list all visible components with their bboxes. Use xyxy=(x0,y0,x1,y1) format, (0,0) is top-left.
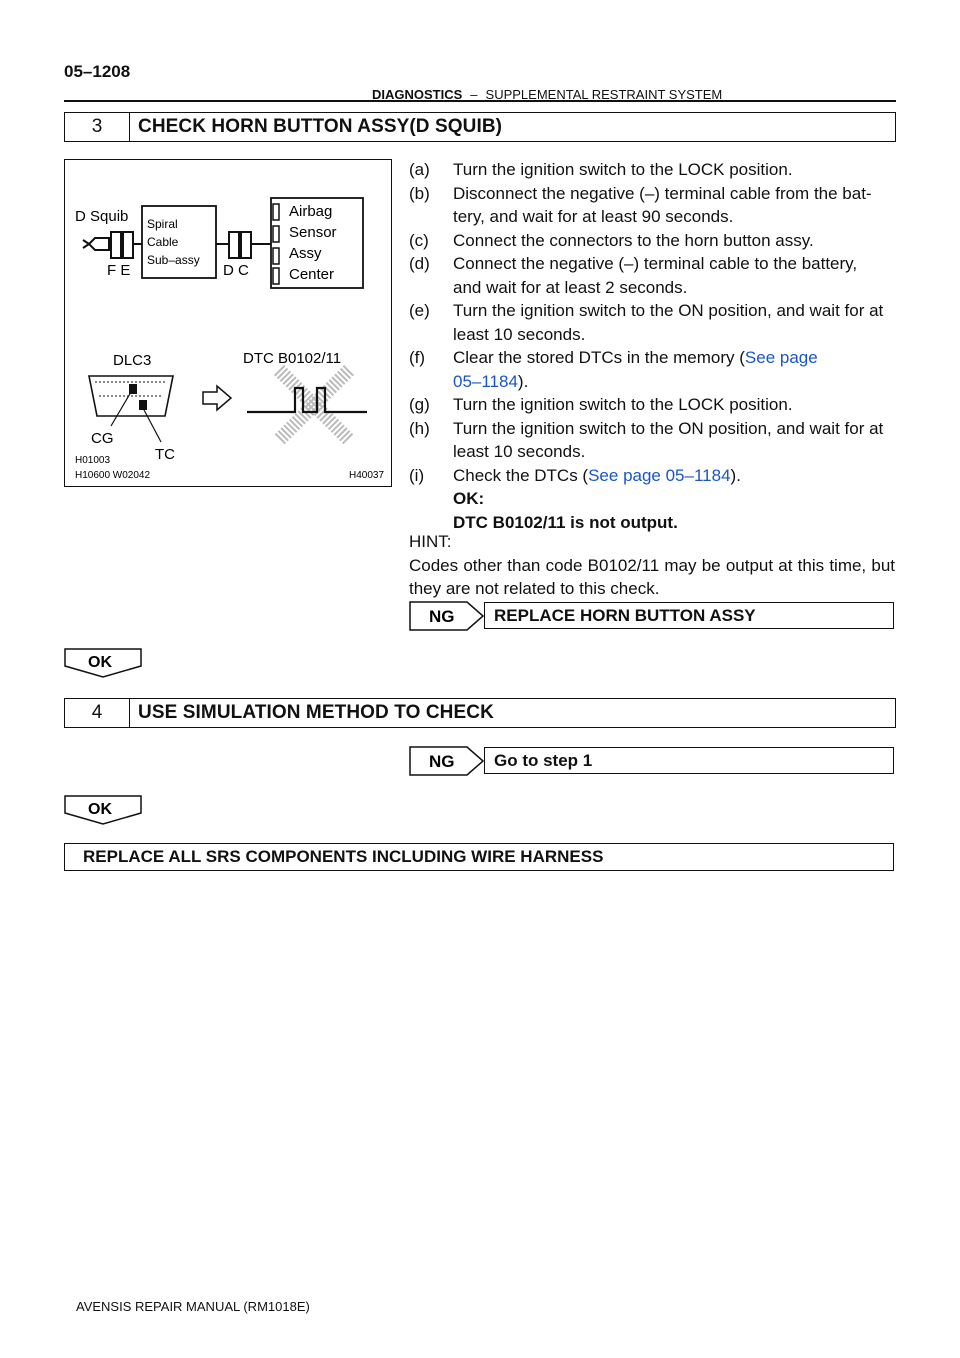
tc-label: TC xyxy=(155,446,175,463)
subsection-name: SUPPLEMENTAL RESTRAINT SYSTEM xyxy=(485,87,723,102)
ng-result-step-4: Go to step 1 xyxy=(484,747,894,774)
see-page-link[interactable]: See page xyxy=(744,348,818,367)
airbag-pin-3 xyxy=(273,248,279,264)
section-name: DIAGNOSTICS xyxy=(372,87,463,102)
hint-text: Codes other than code B0102/11 may be output at this time, but they are not related to this check. xyxy=(409,555,895,598)
hint-label: HINT: xyxy=(409,532,452,551)
d-squib-label: D Squib xyxy=(75,208,129,225)
dtc-label: DTC B0102/11 xyxy=(243,350,342,367)
list-item-continuation: tery, and wait for at least 90 seconds. xyxy=(453,207,734,226)
spiral-label-2: Cable xyxy=(147,235,179,249)
connector-fe-label: F E xyxy=(107,262,131,279)
ref-code-1: H01003 xyxy=(75,455,111,466)
list-item-continuation: least 10 seconds. xyxy=(453,324,586,344)
list-item: (h) Turn the ignition switch to the ON position, and wait for at xyxy=(409,418,884,438)
ng-result-step-3: REPLACE HORN BUTTON ASSY xyxy=(484,602,894,629)
ok-tag-label: OK xyxy=(88,654,112,671)
airbag-label-2: Sensor xyxy=(289,224,337,241)
ng-tag-label: NG xyxy=(429,752,455,771)
ref-code-2: H10600 W02042 xyxy=(75,470,151,481)
list-item: (a) Turn the ignition switch to the LOCK position. xyxy=(409,160,793,179)
airbag-pin-1 xyxy=(273,204,279,220)
ok-criteria-label: OK: xyxy=(453,489,485,508)
step-4-title: USE SIMULATION METHOD TO CHECK xyxy=(138,702,494,723)
airbag-pin-2 xyxy=(273,226,279,242)
footer-manual-title: AVENSIS REPAIR MANUAL (RM1018E) xyxy=(76,1299,310,1314)
step-3-header xyxy=(64,112,896,142)
hint-block xyxy=(409,530,895,601)
list-item: (b) Disconnect the negative (–) terminal cable from the bat- xyxy=(409,183,872,203)
step-4-header xyxy=(64,698,896,728)
header-rule xyxy=(64,100,896,102)
list-item-continuation: least 10 seconds. xyxy=(453,442,586,461)
ng-tag-label: NG xyxy=(429,607,455,626)
connector-d xyxy=(229,232,239,258)
ng-tag-step-4 xyxy=(409,746,485,776)
airbag-pin-4 xyxy=(273,268,279,284)
ok-tag-step-3 xyxy=(64,648,142,678)
final-action-box: REPLACE ALL SRS COMPONENTS INCLUDING WIRE HARNESS xyxy=(64,843,894,871)
diagram-figure xyxy=(64,159,392,487)
step-3-title: CHECK HORN BUTTON ASSY(D SQUIB) xyxy=(138,116,503,137)
spiral-label-1: Spiral xyxy=(147,217,178,231)
see-page-link-cont[interactable]: 05–1184 xyxy=(453,371,518,391)
ok-tag-label: OK xyxy=(88,801,112,818)
list-item: (e) Turn the ignition switch to the ON position, and wait for at xyxy=(409,301,884,320)
ref-code-3: H40037 xyxy=(349,470,385,481)
squib-wire-2 xyxy=(83,244,89,248)
airbag-label-1: Airbag xyxy=(289,203,333,220)
section-dash: – xyxy=(470,87,478,102)
connector-c xyxy=(241,232,251,258)
arrow-icon xyxy=(203,386,231,410)
list-item-continuation: 05–1184). xyxy=(453,371,529,391)
connector-f xyxy=(111,232,121,258)
step-3-number: 3 xyxy=(65,113,130,141)
connector-e xyxy=(123,232,133,258)
connection-diagram xyxy=(65,160,391,486)
airbag-label-3: Assy xyxy=(289,245,322,262)
spiral-label-3: Sub–assy xyxy=(147,253,200,267)
ok-tag-step-4 xyxy=(64,795,142,825)
page-number: 05–1208 xyxy=(64,62,131,81)
step-4-number: 4 xyxy=(65,699,130,727)
cg-label: CG xyxy=(91,430,114,447)
list-item: (g) Turn the ignition switch to the LOCK position. xyxy=(409,395,793,414)
list-item: (i) Check the DTCs (See page 05–1184). xyxy=(409,465,741,485)
dlc3-label: DLC3 xyxy=(113,352,152,369)
squib-plug-shape xyxy=(89,238,109,250)
connector-dc-label: D C xyxy=(223,262,249,279)
airbag-label-4: Center xyxy=(289,266,335,283)
list-item: (c) Connect the connectors to the horn button assy. xyxy=(409,230,814,250)
see-page-link[interactable]: See page 05–1184 xyxy=(588,465,731,485)
list-item: (f) Clear the stored DTCs in the memory (See page xyxy=(409,348,818,367)
list-item: (d) Connect the negative (–) terminal cable to the battery, xyxy=(409,254,858,273)
procedure-list xyxy=(409,158,895,534)
ok-criteria-text: DTC B0102/11 is not output. xyxy=(453,512,678,532)
list-item-continuation: and wait for at least 2 seconds. xyxy=(453,277,688,297)
ng-tag-step-3 xyxy=(409,601,485,631)
